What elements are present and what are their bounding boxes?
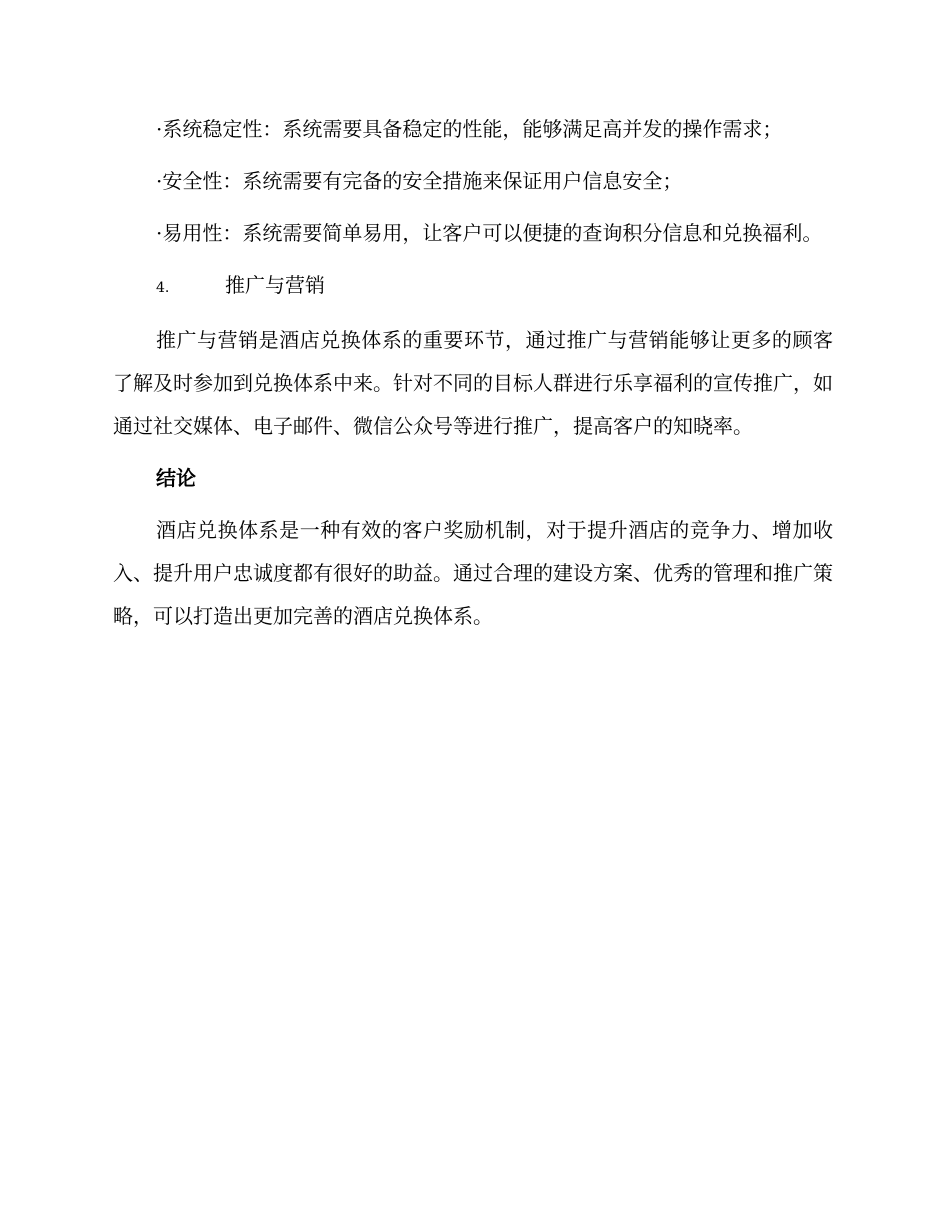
section-number: 4. [156,280,170,296]
spacer [113,203,833,212]
bullet-usability: ·易用性：系统需要简单易用，让客户可以便捷的查询积分信息和兑换福利。 [156,221,823,245]
bullet-security: ·安全性：系统需要有完备的安全措施来保证用户信息安全； [156,169,683,193]
document-page [113,108,833,638]
spacer [113,151,833,160]
conclusion-heading: 结论 [156,466,196,490]
conclusion-paragraph: 酒店兑换体系是一种有效的客户奖励机制，对于提升酒店的竞争力、增加收入、提升用户忠诚度都有很好的助益。通过合理的建设方案、优秀的管理和推广策略，可以打造出更加完善的酒店兑换体系。 [113,518,833,628]
spacer [113,448,833,457]
bullet-system-stability: ·系统稳定性：系统需要具备稳定的性能，能够满足高并发的操作需求； [156,117,783,141]
spacer [113,255,833,264]
spacer [113,500,833,509]
promotion-paragraph: 推广与营销是酒店兑换体系的重要环节，通过推广与营销能够让更多的顾客了解及时参加到兑换体系中来。针对不同的目标人群进行乐享福利的宣传推广，如通过社交媒体、电子邮件、微信公众号等进行推广，提高客户的知晓率。 [113,328,833,438]
spacer [113,310,833,319]
section-heading-promotion [113,264,833,310]
section-title: 推广与营销 [225,273,325,297]
